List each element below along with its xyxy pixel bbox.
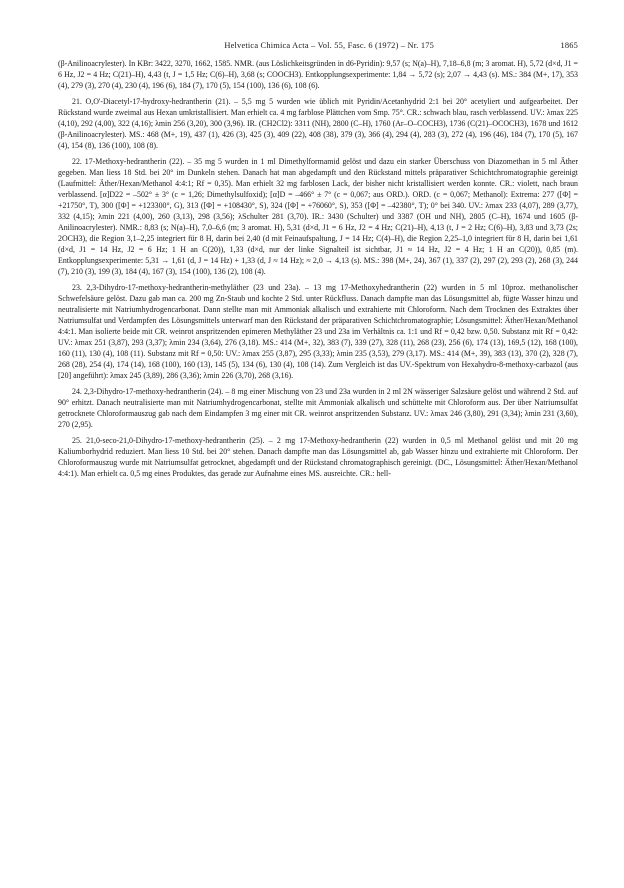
running-title: Helvetica Chimica Acta – Vol. 55, Fasc. 6 (1972) – Nr. 175	[224, 41, 435, 50]
paragraph-21: 21. O,O'-Diacetyl-17-hydroxy-hedrantherin (21). – 5,5 mg 5 wurden wie üblich mit Pyridin/Acetanhydrid 2:1 bei 20° acetyliert und aufgearbeitet. Der Rückstand wurde zweimal aus Hexan umkristallisiert. Man erhielt ca. 4 mg farblose Plättchen vom Smp. 75°. CR.: schwach blau, rasch verblassend. UV.: λmax 225 (4,10), 292 (4,00), 322 (4,16); λmin 256 (3,20), 300 (3,96). IR. (CH2Cl2): 3311 (NH), 2800 (C–H), 1760 (Ar–O–COCH3), 1736 (C(21)–OCOCH3), 1678 und 1612 (β-Anilinoacrylester). MS.: 468 (M+, 19), 437 (1), 426 (3), 425 (3), 409 (22), 408 (38), 379 (3), 366 (4), 294 (4), 283 (3), 272 (4), 196 (46), 184 (7), 170 (5), 167 (4), 154 (8), 136 (100), 108 (8).	[58, 97, 578, 150]
paragraph-25: 25. 21,0-seco-21,0-Dihydro-17-methoxy-hedrantherin (25). – 2 mg 17-Methoxy-hedrantherin (22) wurden in 0,5 ml Methanol gelöst und mit 20 mg Kaliumborhydrid reduziert. Man liess 10 Std. bei 20° stehen. Danach dampfte man das Lösungsmittel ab, gab Wasser hinzu und extrahierte mit Chloroform. Der Chloroformauszug wurde mit Natriumsulfat getrocknet, abgedampft und der Rückstand chromatographisch gereinigt. (DC., Lösungsmittel: Äther/Hexan/Methanol 4:4:1). Man erhielt ca. 0,5 mg eines Produktes, das gerade zur Aufnahme eines MS. ausreichte. CR.: hell-	[58, 436, 578, 478]
paragraph-continuation: (β-Anilinoacrylester). In KBr: 3422, 3270, 1662, 1585. NMR. (aus Löslichkeitsgründen in d6-Pyridin): 9,57 (s; N(a)–H), 7,18–6,8 (m; 3 aromat. H), 5,72 (d×d, J1 = 6 Hz, J2 = 4 Hz; C(21)–H), 4,43 (t, J = 1,5 Hz; C(6)–H), 3,68 (s; COOCH3). Entkopplungsexperimente: 1,84 → 5,72 (s); 2,07 → 4,43 (s). MS.: 384 (M+, 17), 353 (4), 279 (3), 270 (4), 230 (4), 196 (6), 184 (7), 170 (5), 154 (100), 136 (6), 108 (6).	[58, 59, 578, 90]
journal-page	[58, 40, 578, 479]
paragraph-24: 24. 2,3-Dihydro-17-methoxy-hedrantherin (24). – 8 mg einer Mischung von 23 und 23a wurden in 2 ml 2N wässeriger Salzsäure gelöst und während 2 Std. auf 90° erhitzt. Danach neutralisierte man mit Natriumhydrogencarbonat, stellte mit Ammoniak alkalisch und schüttelte mit Chloroform aus. Der über Natriumsulfat getrocknete Chloroformauszug gab nach dem Eindampfen 3 mg einer mit CR. weinrot anspritzenden Substanz. UV.: λmax 246 (3,80), 291 (3,34); λmin 231 (3,60), 270 (2,95).	[58, 387, 578, 429]
paragraph-23: 23. 2,3-Dihydro-17-methoxy-hedrantherin-methyläther (23 und 23a). – 13 mg 17-Methoxyhedrantherin (22) wurden in 5 ml 10proz. methanolischer Schwefelsäure gelöst. Dazu gab man ca. 200 mg Zn-Staub und kochte 2 Std. unter Rückfluss. Danach dampfte man das Lösungsmittel ab, fügte Wasser hinzu und neutralisierte mit Natriumhydrogencarbonat. Dann stellte man mit Ammoniak alkalisch und extrahierte mit Chloroform. Nach dem Trocknen des Extraktes über Natriumsulfat und Verdampfen des Lösungsmittels unterwarf man den Rückstand der präparativen Schichtchromatographie; Lösungsmittel: Äther/Hexan/Methanol 4:4:1. Man isolierte beide mit CR. weinrot anspritzenden epimeren Methyläther 23 und 23a im Verhältnis ca. 1:1 und Rf = 0,42 bzw. 0,50. Substanz mit Rf = 0,42: UV.: λmax 251 (3,87), 293 (3,37); λmin 234 (3,64), 276 (3,18). MS.: 414 (M+, 32), 383 (7), 339 (27), 328 (11), 268 (23), 256 (6), 174 (13), 169,5 (12), 168 (100), 160 (11), 130 (4), 108 (11). Substanz mit Rf = 0,50: UV.: λmax 255 (3,87), 295 (3,33); λmin 235 (3,53), 279 (3,17). MS.: 414 (M+, 39), 383 (13), 370 (2), 328 (7), 268 (28), 254 (4), 174 (14), 168 (100), 160 (13), 145 (5), 134 (6), 130 (4), 108 (14). Zum Vergleich ist das UV.-Spektrum von Hexahydro-8-methoxy-carbazol (aus [20] angeführt): λmax 245 (3,89), 286 (3,36); λmin 226 (3,70), 268 (3,16).	[58, 283, 578, 380]
page-number: 1865	[560, 41, 578, 50]
paragraph-22: 22. 17-Methoxy-hedrantherin (22). – 35 mg 5 wurden in 1 ml Dimethylformamid gelöst und dazu ein starker Überschuss von Diazomethan in 5 ml Äther gegeben. Man liess 18 Std. bei 20° im Dunkeln stehen. Danach hat man abgedampft und den Rückstand mittels präparativer Schichtchromatographie gereinigt (Laufmittel: Äther/Hexan/Methanol 4:4:1; Rf = 0,35). Man erhielt 32 mg farblosen Lack, der bisher nicht kristallisiert werden konnte. CR.: violett, nach braun verblassend. [α]D22 = –502° ± 3° (c = 1,26; Dimethylsulfoxid); [α]D = –466° ± 7° (c = 0,067; aus ORD.). ORD. (c = 0,067; Methanol): Extrema: 277 ([Φ] = +21750°, T), 300 ([Φ] = +123300°, G), 313 ([Φ] = +108430°, S), 324 ([Φ] = +76060°, S), 353 ([Φ] = –42380°, T); 0° bei 340. UV.: λmax 233 (4,07), 289 (3,77), 332 (4,15); λmin 221 (4,00), 260 (3,13), 298 (3,56); λSchulter 281 (3,70). IR.: 3430 (Schulter) und 3387 (OH und NH), 2805 (C–H), 1674 und 1605 (β-Anilinoacrylester). NMR.: 8,83 (s; N(a)–H), 7,0–6,6 (m; 3 aromat. H), 5,31 (d×d, J1 = 6 Hz, J2 = 4 Hz; C(21)–H), 4,13 (t, J = 2 Hz; C(6)–H), 3,83 und 3,73 (2s; 2OCH3), die Region 3,1–2,25 integriert für 8 H, darin bei 2,40 (d mit Feinaufspaltung, J = 14 Hz; C(4)–H), die Region 2,25–1,0 integriert für 8 H, darin bei 1,61 (d×d, J1 = 14 Hz, J2 = 6 Hz; 1 H an C(20)), 1,33 (d×d, nur der linke Signalteil ist sichtbar, J1 ≈ 14 Hz, J2 = 4 Hz; 1 H an C(20)), 0,85 (m). Entkopplungsexperimente: 5,31 → 1,61 (d, J = 14 Hz) + 1,33 (d, J ≈ 14 Hz); ≈ 2,0 → 4,13 (s). MS.: 398 (M+, 24), 367 (1), 337 (2), 297 (2), 293 (2), 268 (3), 244 (7), 210 (3), 199 (3), 184 (4), 167 (3), 154 (100), 136 (2), 108 (4).	[58, 157, 578, 276]
running-header	[58, 40, 578, 51]
